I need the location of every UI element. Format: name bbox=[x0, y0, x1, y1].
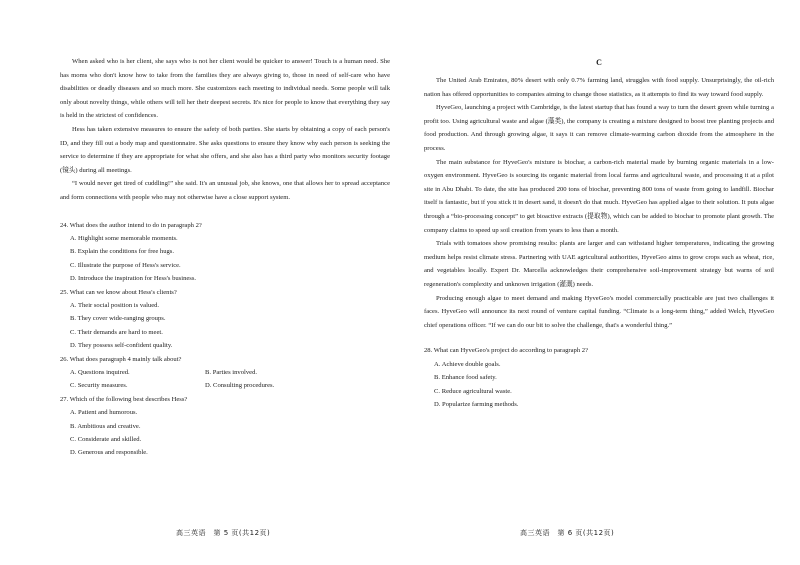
option-c: C. Security measures. bbox=[70, 382, 128, 390]
question-27 bbox=[60, 393, 390, 460]
right-page-footer: 高三英语 第 6 页(共12页) bbox=[520, 529, 615, 537]
option-c: C. Their demands are hard to meet. bbox=[70, 328, 163, 336]
option-d: D. They possess self-confident quality. bbox=[70, 342, 173, 350]
right-page-column bbox=[424, 58, 774, 411]
question-24 bbox=[60, 219, 390, 286]
option-c: C. Considerate and skilled. bbox=[70, 436, 142, 444]
left-paragraph-3: “I would never get tired of cuddling!” she said. It's an unusual job, she knows, one that allows her to spread acceptance and form connections with people who may not otherwise have a close support system. bbox=[60, 180, 390, 201]
left-page-footer: 高三英语 第 5 页(共12页) bbox=[176, 529, 271, 537]
option-row bbox=[60, 379, 390, 392]
question-text: 25. What can we know about Hess's clients? bbox=[60, 288, 177, 296]
option-c: C. Reduce agricultural waste. bbox=[434, 387, 512, 395]
option-b: B. Ambitious and creative. bbox=[70, 422, 141, 430]
option-b: B. They cover wide-ranging groups. bbox=[70, 315, 166, 323]
option-a: A. Achieve double goals. bbox=[434, 360, 501, 368]
right-paragraph-2: HyveGeo, launching a project with Cambridge, is the latest startup that has found a way to turn the desert green while turning a profit too. Using agricultural waste and algae (藻类), the company is creating a mixture designed to boost tree planting projects and food production. And through growing algae, it says it can remove climate-warming carbon dioxide from the atmosphere in the process. bbox=[424, 104, 774, 152]
question-text: 27. Which of the following best describes Hess? bbox=[60, 395, 188, 403]
left-paragraph-1: When asked who is her client, she says who is not her client would be quicker to answer! Touch is a human need. She has moms who don't know how to take from the families they are always giving to, those in need of self-care who have disabilities or deadly diseases and so much more. She customizes each meeting to individual needs. Some people will talk only about novelty things, while others will tell her their deepest secrets. It's nice for people to know that everything they say is held in the strictest of confidences. bbox=[60, 58, 390, 120]
right-paragraph-3: The main substance for HyveGeo's mixture is biochar, a carbon-rich material made by burning organic materials in a low-oxygen environment. HyveGeo is sourcing its organic material from local farms and agricultural waste, and processing it at a pilot site in Abu Dhabi. To date, the site has produced 200 tons of biochar, preventing 800 tons of waste from going to landfill. Biochar itself is fantastic, but if you stick it in desert sand, it doesn't do that much. HyveGeo has applied algae to their solution. It puts algae through a “bio-processing concept” to get bioactive extracts (提取物), which can be added to biochar to promote plant growth. The company claims to speed up soil creation from years to less than a month. bbox=[424, 158, 774, 234]
question-text: 24. What does the author intend to do in paragraph 2? bbox=[60, 221, 202, 229]
option-d: D. Popularize farming methods. bbox=[434, 400, 519, 408]
right-paragraph-4: Trials with tomatoes show promising results: plants are larger and can withstand higher temperatures, indicating the growing medium helps resist climate stress. Partnering with UAE agricultural authorities, HyveGeo aims to grow crops such as wheat, rice, and vegetables locally. Expert Dr. Marcella acknowledges their comprehensive soil-improvement strategy but warns of soil regeneration's complexity and unknown irrigation (灌溉) needs. bbox=[424, 240, 774, 288]
option-b: B. Parties involved. bbox=[205, 369, 258, 376]
question-25 bbox=[60, 286, 390, 353]
option-d: D. Generous and responsible. bbox=[70, 449, 148, 457]
option-a: A. Their social position is valued. bbox=[70, 301, 160, 309]
section-heading: C bbox=[596, 58, 602, 67]
question-text: 28. What can HyveGeo's project do according to paragraph 2? bbox=[424, 347, 589, 355]
option-c: C. Illustrate the purpose of Hess's service. bbox=[70, 261, 181, 269]
right-paragraph-5: Producing enough algae to meet demand and making HyveGeo's model commercially practicable are just two challenges it faces. HyveGeo will announce its next round of venture capital funding. “Climate is a long-term thing,” added Welch, HyveGeo chief operations officer. “If we can do our bit to solve the challenge, that's a wonderful thing.” bbox=[424, 294, 774, 329]
option-b: B. Explain the conditions for free hugs. bbox=[70, 248, 175, 256]
option-a: A. Highlight some memorable moments. bbox=[70, 234, 178, 242]
option-a: A. Patient and humorous. bbox=[70, 409, 138, 417]
option-a: A. Questions inquired. bbox=[70, 369, 130, 376]
option-b: B. Enhance food safety. bbox=[434, 374, 497, 382]
question-text: 26. What does paragraph 4 mainly talk about? bbox=[60, 355, 182, 363]
option-d: D. Consulting procedures. bbox=[205, 382, 275, 390]
option-row bbox=[60, 366, 390, 379]
right-paragraph-1: The United Arab Emirates, 80% desert with only 0.7% farming land, struggles with food supply. Unsurprisingly, the oil-rich nation has offered opportunities to companies aiming to change those statistics, as it attempts to find its way toward food supply. bbox=[424, 77, 774, 98]
question-28 bbox=[424, 344, 774, 411]
left-page-column bbox=[60, 55, 390, 460]
option-d: D. Introduce the inspiration for Hess's business. bbox=[70, 275, 197, 283]
left-paragraph-2: Hess has taken extensive measures to ensure the safety of both parties. She starts by obtaining a copy of each person's ID, and they fill out a body map and questionnaire. She asks questions to ensure they know why each person is seeking the service to determine if they are appropriate for what she offers, and she also has a third party who monitors security footage (镜头) during all meetings. bbox=[60, 125, 390, 174]
question-26 bbox=[60, 353, 390, 393]
